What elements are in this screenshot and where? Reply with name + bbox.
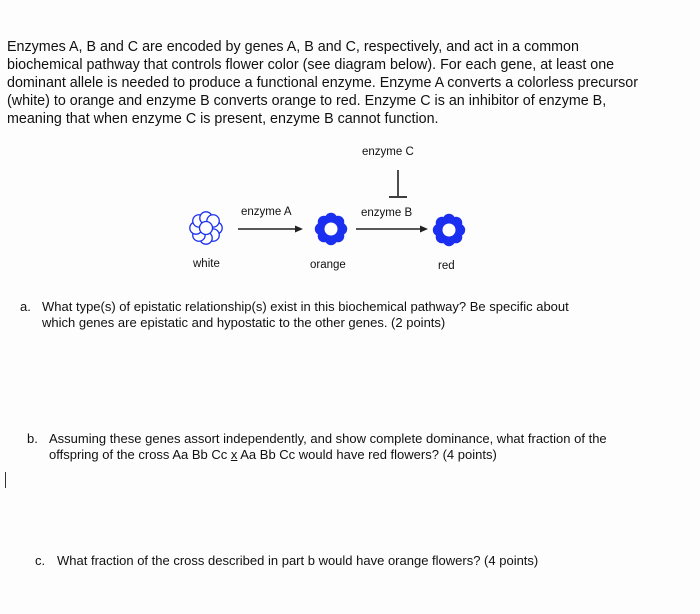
flower-petal <box>325 233 337 245</box>
flower-petal <box>436 217 448 229</box>
question-c-line: What fraction of the cross described in part b would have orange flowers? (4 points) <box>57 553 539 568</box>
flower-petal <box>193 229 205 241</box>
question-a-line-2: which genes are epistatic and hypostatic to the other genes. (2 points) <box>42 315 446 330</box>
flower-petal <box>450 231 462 243</box>
enzyme-b-label: enzyme B <box>361 207 413 219</box>
orange-label: orange <box>310 259 346 271</box>
question-b-line-2-post: Aa Bb Cc would have red flowers? (4 points) <box>237 447 497 462</box>
enzyme-c-label: enzyme C <box>362 146 414 158</box>
flower-petal <box>335 223 347 235</box>
red-label: red <box>438 260 455 272</box>
question-a-line-1: What type(s) of epistatic relationship(s) exist in this biochemical pathway? Be specific about <box>42 299 569 314</box>
question-b-line-2 <box>49 447 689 463</box>
orange-flower-icon <box>315 213 347 245</box>
question-c-letter: c. <box>35 553 46 568</box>
flower-petal <box>450 217 462 229</box>
arrow-a-head <box>295 226 303 233</box>
red-flower-icon <box>433 214 465 246</box>
question-b-line-2-pre: offspring of the cross Aa Bb Cc <box>49 447 231 462</box>
intro-line-1: Enzymes A, B and C are encoded by genes A, B and C, respectively, and act in a common <box>7 39 579 55</box>
flower-petal <box>453 224 465 236</box>
flower-petal <box>207 215 219 227</box>
flower-petal <box>200 212 212 224</box>
intro-line-5: meaning that when enzyme C is present, enzyme B cannot function. <box>7 111 439 127</box>
flower-petal <box>318 216 330 228</box>
question-b-cross-x: x <box>230 447 238 462</box>
white-flower-icon <box>190 212 222 244</box>
flower-petal <box>318 230 330 242</box>
flower-petal <box>315 223 327 235</box>
question-a-letter: a. <box>20 299 31 314</box>
flower-petal <box>436 231 448 243</box>
question-b-letter: b. <box>27 431 38 446</box>
arrow-b-head <box>420 226 428 233</box>
flower-petal <box>332 216 344 228</box>
flower-petal <box>325 213 337 225</box>
flower-center <box>200 222 213 235</box>
intro-line-3: dominant allele is needed to produce a functional enzyme. Enzyme A converts a colorless precursor <box>7 75 638 91</box>
flower-center <box>325 223 338 236</box>
flower-petal <box>443 234 455 246</box>
flower-petal <box>200 232 212 244</box>
flower-petal <box>443 214 455 226</box>
flower-petal <box>332 230 344 242</box>
flower-petal <box>190 222 202 234</box>
flower-petal <box>210 222 222 234</box>
margin-mark <box>5 472 6 488</box>
flower-center <box>443 224 456 237</box>
flower-petal <box>207 229 219 241</box>
intro-line-4: (white) to orange and enzyme B converts orange to red. Enzyme C is an inhibitor of enzyme B, <box>7 93 607 109</box>
intro-paragraph <box>7 38 695 128</box>
flower-petal <box>433 224 445 236</box>
intro-line-2: biochemical pathway that controls flower color (see diagram below). For each gene, at least one <box>7 57 615 73</box>
question-b-line-1: Assuming these genes assort independently, and show complete dominance, what fraction of the <box>49 431 607 446</box>
flower-petal <box>193 215 205 227</box>
white-label: white <box>193 258 220 270</box>
enzyme-a-label: enzyme A <box>241 206 292 218</box>
